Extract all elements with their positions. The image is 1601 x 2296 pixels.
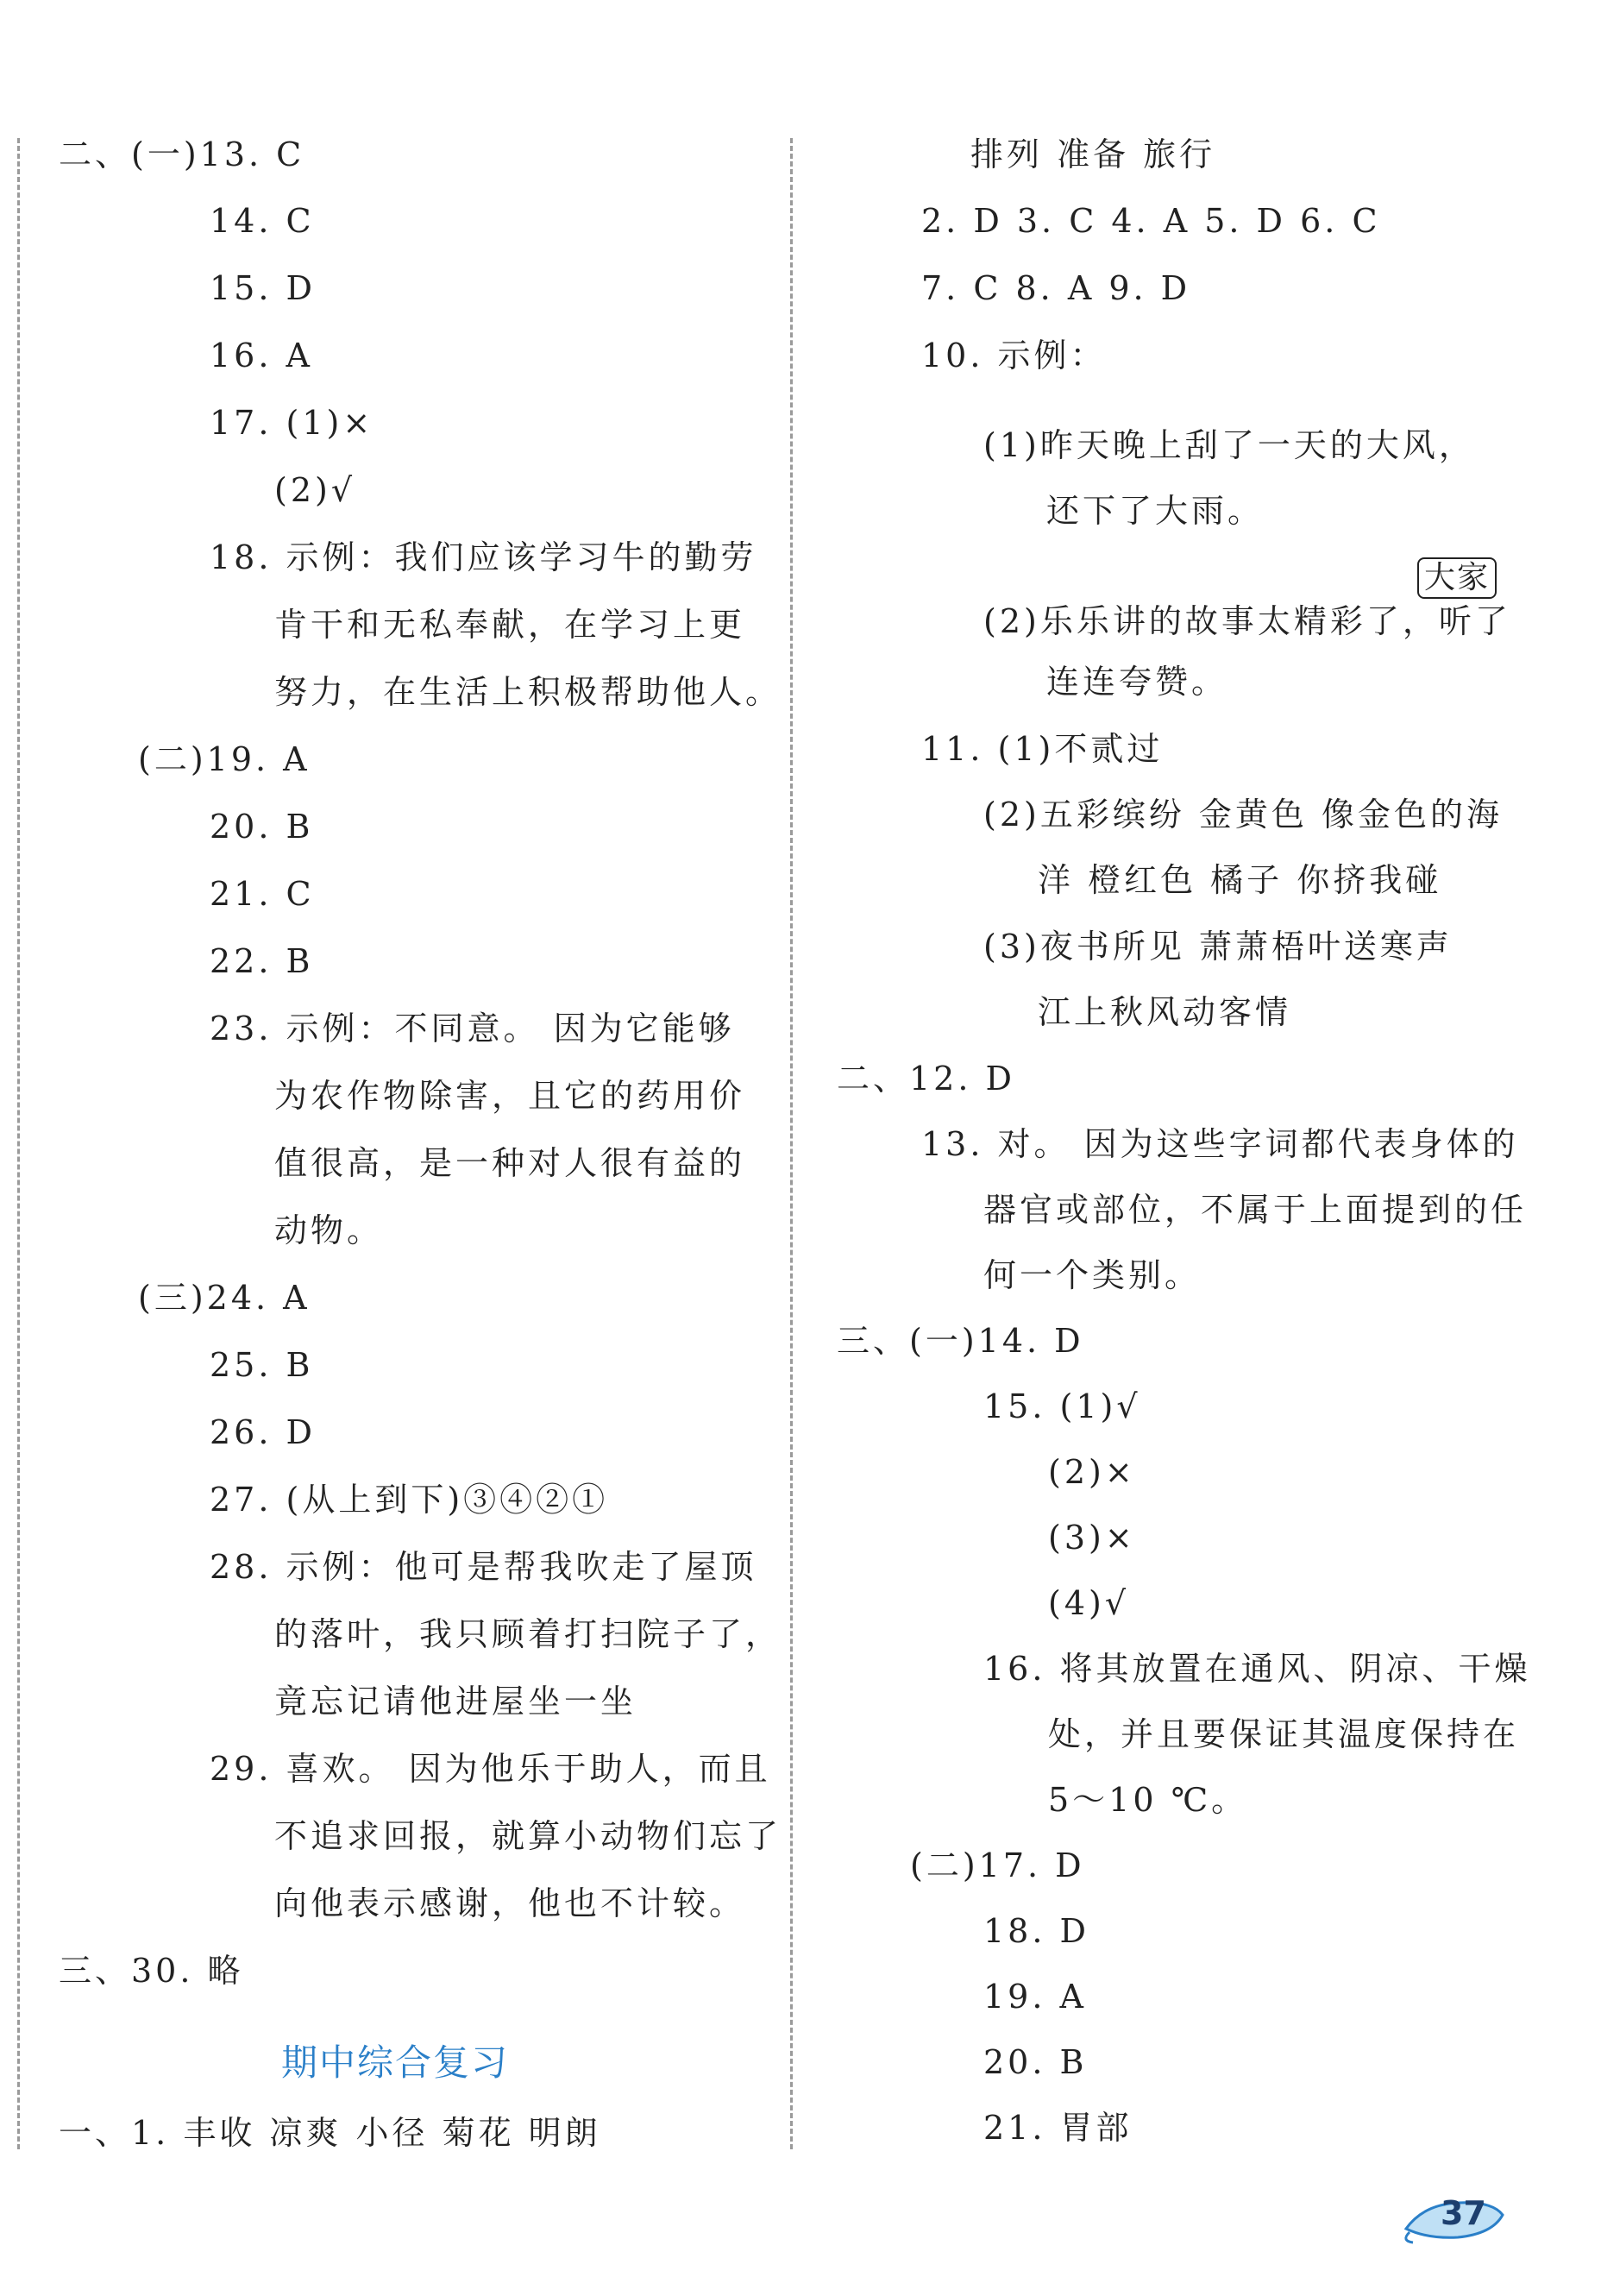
answer-line: 的落叶，我只顾着打扫院子了， (274, 1615, 782, 1653)
answer-line: (三)24. A (138, 1279, 311, 1317)
answer-line: 处，并且要保证其温度保持在 (1048, 1715, 1520, 1753)
answer-line: 值很高，是一种对人很有益的 (274, 1144, 746, 1182)
answer-line: 15. (1)√ (983, 1387, 1141, 1425)
answer-line: 17. (1)× (210, 404, 374, 442)
inserted-word-box: 大家 (1417, 557, 1497, 599)
answer-line: 21. 胃部 (983, 2109, 1133, 2147)
column-divider-dashed-line (790, 138, 793, 2149)
answer-line: (2)乐乐讲的故事太精彩了，听了 (983, 602, 1511, 640)
answer-line: 29. 喜欢。 因为他乐于助人，而且 (210, 1750, 771, 1788)
page-number: 37 (1441, 2194, 1486, 2232)
answer-line: 20. B (210, 808, 314, 846)
answer-line: 2. D 3. C 4. A 5. D 6. C (921, 202, 1381, 240)
answer-line: 20. B (983, 2043, 1088, 2081)
answer-line: (3)× (1048, 1519, 1136, 1557)
answer-line: 21. C (210, 875, 315, 913)
answer-line: 器官或部位，不属于上面提到的任 (983, 1191, 1528, 1229)
answer-line: 19. A (983, 1978, 1087, 2016)
answer-line: (3)夜书所见 萧萧梧叶送寒声 (983, 928, 1453, 966)
section-title: 期中综合复习 (281, 2041, 510, 2084)
answer-line: 16. A (210, 337, 313, 374)
answer-line: 14. C (210, 202, 315, 240)
answer-line: 18. D (983, 1912, 1089, 1950)
answer-line: 为农作物除害，且它的药用价 (274, 1077, 746, 1115)
answer-line: 18. 示例：我们应该学习牛的勤劳 (210, 538, 757, 576)
page-number-badge (1397, 2187, 1510, 2248)
answer-line: 三、(一)14. D (837, 1322, 1084, 1360)
answer-line: 连连夸赞。 (1046, 663, 1228, 701)
answer-line: 22. B (210, 942, 314, 980)
answer-line: 15. D (210, 269, 316, 307)
answer-line: (二)19. A (138, 740, 311, 778)
answer-line: 向他表示感谢，他也不计较。 (274, 1884, 746, 1922)
answer-line: 江上秋风动客情 (1038, 993, 1292, 1031)
answer-line: 5～10 ℃。 (1048, 1781, 1248, 1819)
answer-line: 不追求回报，就算小动物们忘了 (274, 1817, 782, 1855)
answer-line: 一、1. 丰收 凉爽 小径 菊花 明朗 (59, 2114, 601, 2152)
answer-line: 13. 对。 因为这些字词都代表身体的 (921, 1125, 1519, 1163)
answer-line: 二、12. D (837, 1060, 1015, 1098)
answer-line: 竟忘记请他进屋坐一坐 (274, 1683, 637, 1720)
answer-line: 26. D (210, 1413, 316, 1451)
answer-line: 肯干和无私奉献，在学习上更 (274, 606, 746, 644)
answer-line: 努力，在生活上积极帮助他人。 (274, 673, 782, 711)
answer-line: 何一个类别。 (983, 1256, 1202, 1294)
answer-line: 三、30. 略 (59, 1952, 244, 1990)
answer-line: (2)五彩缤纷 金黄色 像金色的海 (983, 796, 1503, 833)
answer-line: 23. 示例：不同意。 因为它能够 (210, 1010, 735, 1047)
answer-line: (4)√ (1048, 1584, 1130, 1622)
answer-line: 16. 将其放置在通风、阴凉、干燥 (983, 1650, 1531, 1688)
answer-line: 排列 准备 旅行 (970, 135, 1216, 173)
answer-line: 动物。 (274, 1211, 384, 1249)
answer-line: 28. 示例：他可是帮我吹走了屋顶 (210, 1548, 757, 1586)
left-margin-dashed-line (17, 138, 20, 2149)
answer-line-circled-phrase: (1)昨天晚上刮了一天的大风， (983, 426, 1475, 464)
answer-line: 10. 示例： (921, 337, 1107, 374)
answer-line: 洋 橙红色 橘子 你挤我碰 (1038, 861, 1442, 899)
answer-line: 25. B (210, 1346, 314, 1384)
answer-line: (二)17. D (910, 1846, 1085, 1884)
answer-line: 11. (1)不贰过 (921, 730, 1164, 768)
answer-line: (2)× (1048, 1453, 1136, 1491)
answer-line: 还下了大雨。 (1046, 492, 1265, 530)
answer-line: 二、(一)13. C (59, 135, 305, 173)
answer-line: (2)√ (274, 471, 356, 509)
answer-line: 27. (从上到下)③④②① (210, 1481, 609, 1519)
answer-line: 7. C 8. A 9. D (921, 269, 1191, 307)
